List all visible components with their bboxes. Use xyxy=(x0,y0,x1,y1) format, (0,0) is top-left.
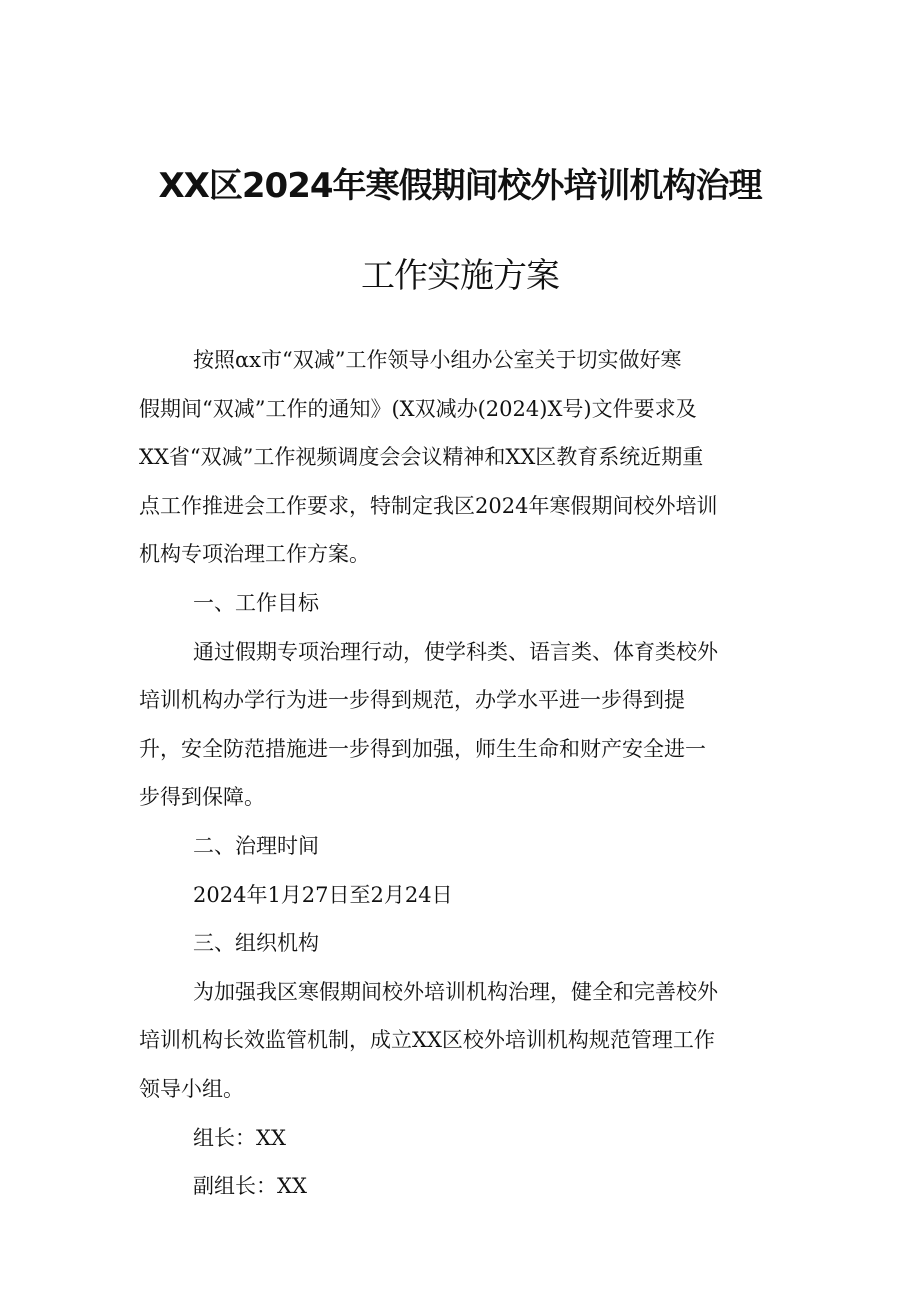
intro-line-4: 点工作推进会工作要求，特制定我区2024年寒假期间校外培训 xyxy=(139,493,718,518)
section-1-line-2: 培训机构办学行为进一步得到规范，办学水平进一步得到提 xyxy=(139,688,685,713)
document-title-line-2: 工作实施方案 xyxy=(361,256,559,296)
section-3-line-3: 领导小组。 xyxy=(139,1076,244,1101)
deputy-leader-line: 副组长：XX xyxy=(193,1174,307,1199)
document-body xyxy=(139,336,775,1211)
section-3-heading: 三、组织机构 xyxy=(193,931,319,956)
section-1-paragraph xyxy=(139,628,775,822)
intro-paragraph xyxy=(139,336,775,579)
document-title-line-1: XX区2024年寒假期间校外培训机构治理 xyxy=(158,166,762,206)
section-1-line-3: 升，安全防范措施进一步得到加强，师生生命和财产安全进一 xyxy=(139,736,706,761)
section-2-heading: 二、治理时间 xyxy=(193,833,319,858)
section-1-heading: 一、工作目标 xyxy=(193,590,319,615)
intro-line-1: 按照αx市“双减”工作领导小组办公室关于切实做好寒 xyxy=(193,348,682,372)
section-3-line-1: 为加强我区寒假期间校外培训机构治理，健全和完善校外 xyxy=(193,979,718,1004)
intro-line-5: 机构专项治理工作方案。 xyxy=(139,542,370,567)
section-2-text: 2024年1月27日至2月24日 xyxy=(193,882,453,907)
section-1-line-4: 步得到保障。 xyxy=(139,785,265,810)
intro-line-2: 假期间“双减”工作的通知》(X双减办(2024)X号)文件要求及 xyxy=(139,396,697,421)
section-3-line-2: 培训机构长效监管机制，成立XX区校外培训机构规范管理工作 xyxy=(139,1028,715,1053)
section-3-paragraph xyxy=(139,968,775,1114)
section-1-line-1: 通过假期专项治理行动，使学科类、语言类、体育类校外 xyxy=(193,639,718,664)
leader-line: 组长：XX xyxy=(193,1125,286,1150)
intro-line-3: XX省“双减”工作视频调度会会议精神和XX区教育系统近期重 xyxy=(139,445,704,470)
